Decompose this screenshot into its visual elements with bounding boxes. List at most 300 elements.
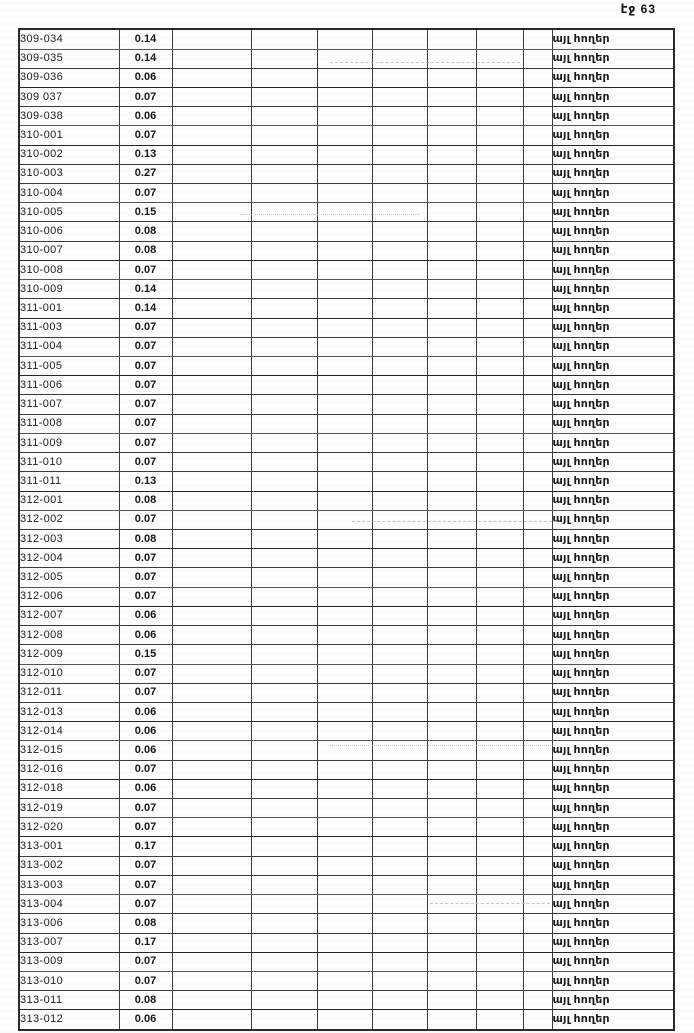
empty-cell [172, 568, 251, 587]
area-value-cell: 0.08 [119, 914, 172, 933]
parcel-id-cell: 312-002 [19, 510, 119, 529]
table-row [19, 318, 674, 337]
table-row [19, 664, 674, 683]
table-row [19, 203, 674, 222]
empty-cell [317, 722, 372, 741]
empty-cell [317, 549, 372, 568]
empty-cell [372, 568, 427, 587]
table-row [19, 126, 674, 145]
empty-cell [372, 395, 427, 414]
empty-cell [427, 241, 476, 260]
empty-cell [476, 184, 523, 203]
parcel-id-cell: 311-004 [19, 337, 119, 356]
empty-cell [172, 184, 251, 203]
empty-cell [317, 895, 372, 914]
empty-cell [317, 972, 372, 991]
land-type-cell: այլ հողեր [552, 107, 674, 126]
empty-cell [523, 184, 552, 203]
table-row [19, 414, 674, 433]
land-type-cell: այլ հողեր [552, 722, 674, 741]
empty-cell [427, 107, 476, 126]
empty-cell [523, 357, 552, 376]
empty-cell [476, 453, 523, 472]
empty-cell [476, 241, 523, 260]
empty-cell [372, 529, 427, 548]
empty-cell [251, 145, 317, 164]
empty-cell [172, 1010, 251, 1030]
area-value-cell: 0.06 [119, 702, 172, 721]
empty-cell [317, 184, 372, 203]
empty-cell [172, 587, 251, 606]
table-row [19, 222, 674, 241]
empty-cell [523, 702, 552, 721]
empty-cell [372, 241, 427, 260]
empty-cell [427, 395, 476, 414]
area-value-cell: 0.08 [119, 529, 172, 548]
parcel-id-cell: 311-005 [19, 357, 119, 376]
empty-cell [172, 433, 251, 452]
parcel-id-cell: 312-011 [19, 683, 119, 702]
empty-cell [427, 933, 476, 952]
empty-cell [317, 145, 372, 164]
land-type-cell: այլ հողեր [552, 299, 674, 318]
parcel-id-cell: 312-010 [19, 664, 119, 683]
empty-cell [317, 799, 372, 818]
empty-cell [251, 184, 317, 203]
empty-cell [523, 991, 552, 1010]
area-value-cell: 0.07 [119, 568, 172, 587]
empty-cell [317, 29, 372, 49]
empty-cell [251, 914, 317, 933]
table-row [19, 626, 674, 645]
table-row [19, 337, 674, 356]
empty-cell [317, 818, 372, 837]
empty-cell [476, 779, 523, 798]
empty-cell [172, 664, 251, 683]
area-value-cell: 0.13 [119, 472, 172, 491]
land-type-cell: այլ հողեր [552, 68, 674, 87]
empty-cell [372, 837, 427, 856]
empty-cell [427, 722, 476, 741]
empty-cell [523, 337, 552, 356]
parcel-id-cell: 310-005 [19, 203, 119, 222]
table-row [19, 433, 674, 452]
empty-cell [372, 952, 427, 971]
empty-cell [523, 107, 552, 126]
empty-cell [317, 837, 372, 856]
empty-cell [251, 683, 317, 702]
empty-cell [427, 414, 476, 433]
area-value-cell: 0.07 [119, 453, 172, 472]
empty-cell [251, 337, 317, 356]
empty-cell [523, 741, 552, 760]
land-type-cell: այլ հողեր [552, 568, 674, 587]
land-type-cell: այլ հողեր [552, 414, 674, 433]
parcel-id-cell: 313-012 [19, 1010, 119, 1030]
empty-cell [427, 645, 476, 664]
empty-cell [372, 702, 427, 721]
empty-cell [372, 683, 427, 702]
land-type-cell: այլ հողեր [552, 549, 674, 568]
empty-cell [372, 722, 427, 741]
empty-cell [476, 126, 523, 145]
empty-cell [172, 472, 251, 491]
empty-cell [427, 87, 476, 106]
land-type-cell: այլ հողեր [552, 799, 674, 818]
parcel-table-body [19, 29, 674, 1030]
parcel-id-cell: 312-019 [19, 799, 119, 818]
land-type-cell: այլ հողեր [552, 529, 674, 548]
table-row [19, 453, 674, 472]
empty-cell [172, 414, 251, 433]
empty-cell [476, 472, 523, 491]
empty-cell [372, 779, 427, 798]
empty-cell [427, 991, 476, 1010]
table-row [19, 606, 674, 625]
empty-cell [317, 856, 372, 875]
empty-cell [523, 952, 552, 971]
empty-cell [317, 683, 372, 702]
empty-cell [251, 529, 317, 548]
area-value-cell: 0.07 [119, 376, 172, 395]
empty-cell [251, 606, 317, 625]
land-type-cell: այլ հողեր [552, 645, 674, 664]
land-type-cell: այլ հողեր [552, 741, 674, 760]
empty-cell [172, 606, 251, 625]
empty-cell [427, 260, 476, 279]
empty-cell [317, 606, 372, 625]
land-type-cell: այլ հողեր [552, 779, 674, 798]
parcel-id-cell: 312-020 [19, 818, 119, 837]
land-type-cell: այլ հողեր [552, 260, 674, 279]
empty-cell [251, 991, 317, 1010]
empty-cell [172, 260, 251, 279]
empty-cell [372, 933, 427, 952]
parcel-id-cell: 312-013 [19, 702, 119, 721]
empty-cell [251, 933, 317, 952]
empty-cell [523, 914, 552, 933]
empty-cell [427, 49, 476, 68]
empty-cell [251, 472, 317, 491]
table-row [19, 241, 674, 260]
empty-cell [372, 645, 427, 664]
empty-cell [523, 722, 552, 741]
empty-cell [251, 722, 317, 741]
empty-cell [523, 376, 552, 395]
empty-cell [251, 972, 317, 991]
empty-cell [372, 145, 427, 164]
empty-cell [251, 433, 317, 452]
empty-cell [523, 260, 552, 279]
empty-cell [427, 222, 476, 241]
table-row [19, 933, 674, 952]
empty-cell [476, 760, 523, 779]
empty-cell [317, 126, 372, 145]
empty-cell [523, 683, 552, 702]
empty-cell [476, 164, 523, 183]
area-value-cell: 0.07 [119, 760, 172, 779]
land-type-cell: այլ հողեր [552, 933, 674, 952]
empty-cell [427, 972, 476, 991]
land-type-cell: այլ հողեր [552, 837, 674, 856]
empty-cell [172, 722, 251, 741]
area-value-cell: 0.08 [119, 241, 172, 260]
table-row [19, 87, 674, 106]
area-value-cell: 0.07 [119, 799, 172, 818]
parcel-id-cell: 313-007 [19, 933, 119, 952]
parcel-id-cell: 313-004 [19, 895, 119, 914]
empty-cell [372, 760, 427, 779]
empty-cell [251, 799, 317, 818]
table-row [19, 164, 674, 183]
table-row [19, 818, 674, 837]
empty-cell [251, 357, 317, 376]
table-row [19, 145, 674, 164]
empty-cell [523, 779, 552, 798]
land-type-cell: այլ հողեր [552, 318, 674, 337]
empty-cell [372, 626, 427, 645]
parcel-id-cell: 309 037 [19, 87, 119, 106]
empty-cell [172, 49, 251, 68]
empty-cell [476, 895, 523, 914]
empty-cell [172, 875, 251, 894]
empty-cell [251, 414, 317, 433]
empty-cell [476, 260, 523, 279]
scan-artifact [352, 521, 557, 522]
area-value-cell: 0.06 [119, 779, 172, 798]
area-value-cell: 0.14 [119, 299, 172, 318]
empty-cell [523, 510, 552, 529]
table-row [19, 376, 674, 395]
empty-cell [476, 549, 523, 568]
area-value-cell: 0.07 [119, 549, 172, 568]
empty-cell [523, 972, 552, 991]
parcel-id-cell: 312-018 [19, 779, 119, 798]
empty-cell [476, 568, 523, 587]
empty-cell [317, 87, 372, 106]
empty-cell [172, 337, 251, 356]
table-row [19, 741, 674, 760]
table-row [19, 895, 674, 914]
land-type-cell: այլ հողեր [552, 337, 674, 356]
empty-cell [476, 107, 523, 126]
table-row [19, 914, 674, 933]
empty-cell [476, 68, 523, 87]
empty-cell [476, 337, 523, 356]
empty-cell [523, 818, 552, 837]
empty-cell [172, 357, 251, 376]
empty-cell [523, 529, 552, 548]
land-type-cell: այլ հողեր [552, 895, 674, 914]
empty-cell [317, 318, 372, 337]
empty-cell [172, 453, 251, 472]
page-number-label: էջ 63 [620, 2, 656, 16]
parcel-id-cell: 309-034 [19, 29, 119, 49]
empty-cell [372, 741, 427, 760]
empty-cell [372, 203, 427, 222]
empty-cell [172, 203, 251, 222]
table-row [19, 510, 674, 529]
empty-cell [317, 376, 372, 395]
empty-cell [427, 184, 476, 203]
empty-cell [172, 683, 251, 702]
empty-cell [251, 491, 317, 510]
empty-cell [476, 875, 523, 894]
empty-cell [251, 260, 317, 279]
land-type-cell: այլ հողեր [552, 87, 674, 106]
empty-cell [317, 260, 372, 279]
empty-cell [251, 164, 317, 183]
empty-cell [372, 587, 427, 606]
empty-cell [251, 702, 317, 721]
empty-cell [172, 914, 251, 933]
empty-cell [372, 68, 427, 87]
empty-cell [523, 164, 552, 183]
empty-cell [427, 472, 476, 491]
land-type-cell: այլ հողեր [552, 49, 674, 68]
empty-cell [172, 164, 251, 183]
empty-cell [172, 318, 251, 337]
empty-cell [523, 241, 552, 260]
land-type-cell: այլ հողեր [552, 991, 674, 1010]
parcel-id-cell: 310-003 [19, 164, 119, 183]
empty-cell [172, 529, 251, 548]
empty-cell [476, 414, 523, 433]
empty-cell [476, 145, 523, 164]
area-value-cell: 0.06 [119, 107, 172, 126]
area-value-cell: 0.06 [119, 68, 172, 87]
empty-cell [476, 587, 523, 606]
area-value-cell: 0.07 [119, 318, 172, 337]
table-row [19, 260, 674, 279]
parcel-id-cell: 310-009 [19, 280, 119, 299]
empty-cell [372, 433, 427, 452]
empty-cell [172, 126, 251, 145]
empty-cell [476, 1010, 523, 1030]
area-value-cell: 0.07 [119, 184, 172, 203]
empty-cell [427, 529, 476, 548]
table-row [19, 568, 674, 587]
empty-cell [251, 376, 317, 395]
empty-cell [476, 280, 523, 299]
empty-cell [251, 856, 317, 875]
area-value-cell: 0.08 [119, 491, 172, 510]
empty-cell [372, 491, 427, 510]
area-value-cell: 0.06 [119, 626, 172, 645]
empty-cell [427, 895, 476, 914]
empty-cell [372, 260, 427, 279]
parcel-id-cell: 312-007 [19, 606, 119, 625]
table-row [19, 779, 674, 798]
empty-cell [523, 395, 552, 414]
empty-cell [372, 875, 427, 894]
empty-cell [172, 991, 251, 1010]
empty-cell [523, 895, 552, 914]
empty-cell [251, 626, 317, 645]
empty-cell [523, 606, 552, 625]
table-row [19, 395, 674, 414]
empty-cell [317, 357, 372, 376]
empty-cell [427, 606, 476, 625]
empty-cell [427, 299, 476, 318]
parcel-id-cell: 311-009 [19, 433, 119, 452]
empty-cell [251, 241, 317, 260]
empty-cell [523, 549, 552, 568]
parcel-id-cell: 311-006 [19, 376, 119, 395]
empty-cell [317, 241, 372, 260]
land-type-cell: այլ հողեր [552, 491, 674, 510]
empty-cell [476, 29, 523, 49]
empty-cell [372, 549, 427, 568]
empty-cell [372, 49, 427, 68]
area-value-cell: 0.15 [119, 203, 172, 222]
empty-cell [427, 683, 476, 702]
empty-cell [476, 203, 523, 222]
empty-cell [523, 280, 552, 299]
empty-cell [251, 395, 317, 414]
empty-cell [251, 29, 317, 49]
empty-cell [372, 799, 427, 818]
empty-cell [427, 779, 476, 798]
empty-cell [523, 49, 552, 68]
empty-cell [172, 145, 251, 164]
empty-cell [317, 914, 372, 933]
empty-cell [523, 875, 552, 894]
parcel-id-cell: 309-038 [19, 107, 119, 126]
empty-cell [372, 87, 427, 106]
empty-cell [476, 933, 523, 952]
land-type-cell: այլ հողեր [552, 587, 674, 606]
land-type-cell: այլ հողեր [552, 164, 674, 183]
area-value-cell: 0.17 [119, 933, 172, 952]
empty-cell [372, 280, 427, 299]
empty-cell [427, 145, 476, 164]
scan-artifact [240, 214, 420, 215]
land-type-cell: այլ հողեր [552, 126, 674, 145]
empty-cell [251, 1010, 317, 1030]
empty-cell [172, 395, 251, 414]
empty-cell [317, 875, 372, 894]
land-type-cell: այլ հողեր [552, 241, 674, 260]
empty-cell [476, 702, 523, 721]
empty-cell [427, 587, 476, 606]
empty-cell [251, 895, 317, 914]
empty-cell [251, 510, 317, 529]
table-row [19, 645, 674, 664]
area-value-cell: 0.14 [119, 280, 172, 299]
empty-cell [523, 318, 552, 337]
parcel-table [18, 28, 675, 1031]
empty-cell [172, 376, 251, 395]
empty-cell [317, 68, 372, 87]
empty-cell [427, 453, 476, 472]
parcel-id-cell: 313-006 [19, 914, 119, 933]
empty-cell [523, 453, 552, 472]
empty-cell [251, 875, 317, 894]
empty-cell [427, 29, 476, 49]
table-row [19, 1010, 674, 1030]
empty-cell [172, 799, 251, 818]
empty-cell [523, 68, 552, 87]
parcel-id-cell: 312-004 [19, 549, 119, 568]
empty-cell [251, 318, 317, 337]
empty-cell [476, 741, 523, 760]
empty-cell [372, 972, 427, 991]
empty-cell [523, 203, 552, 222]
empty-cell [372, 164, 427, 183]
empty-cell [317, 664, 372, 683]
parcel-id-cell: 309-035 [19, 49, 119, 68]
